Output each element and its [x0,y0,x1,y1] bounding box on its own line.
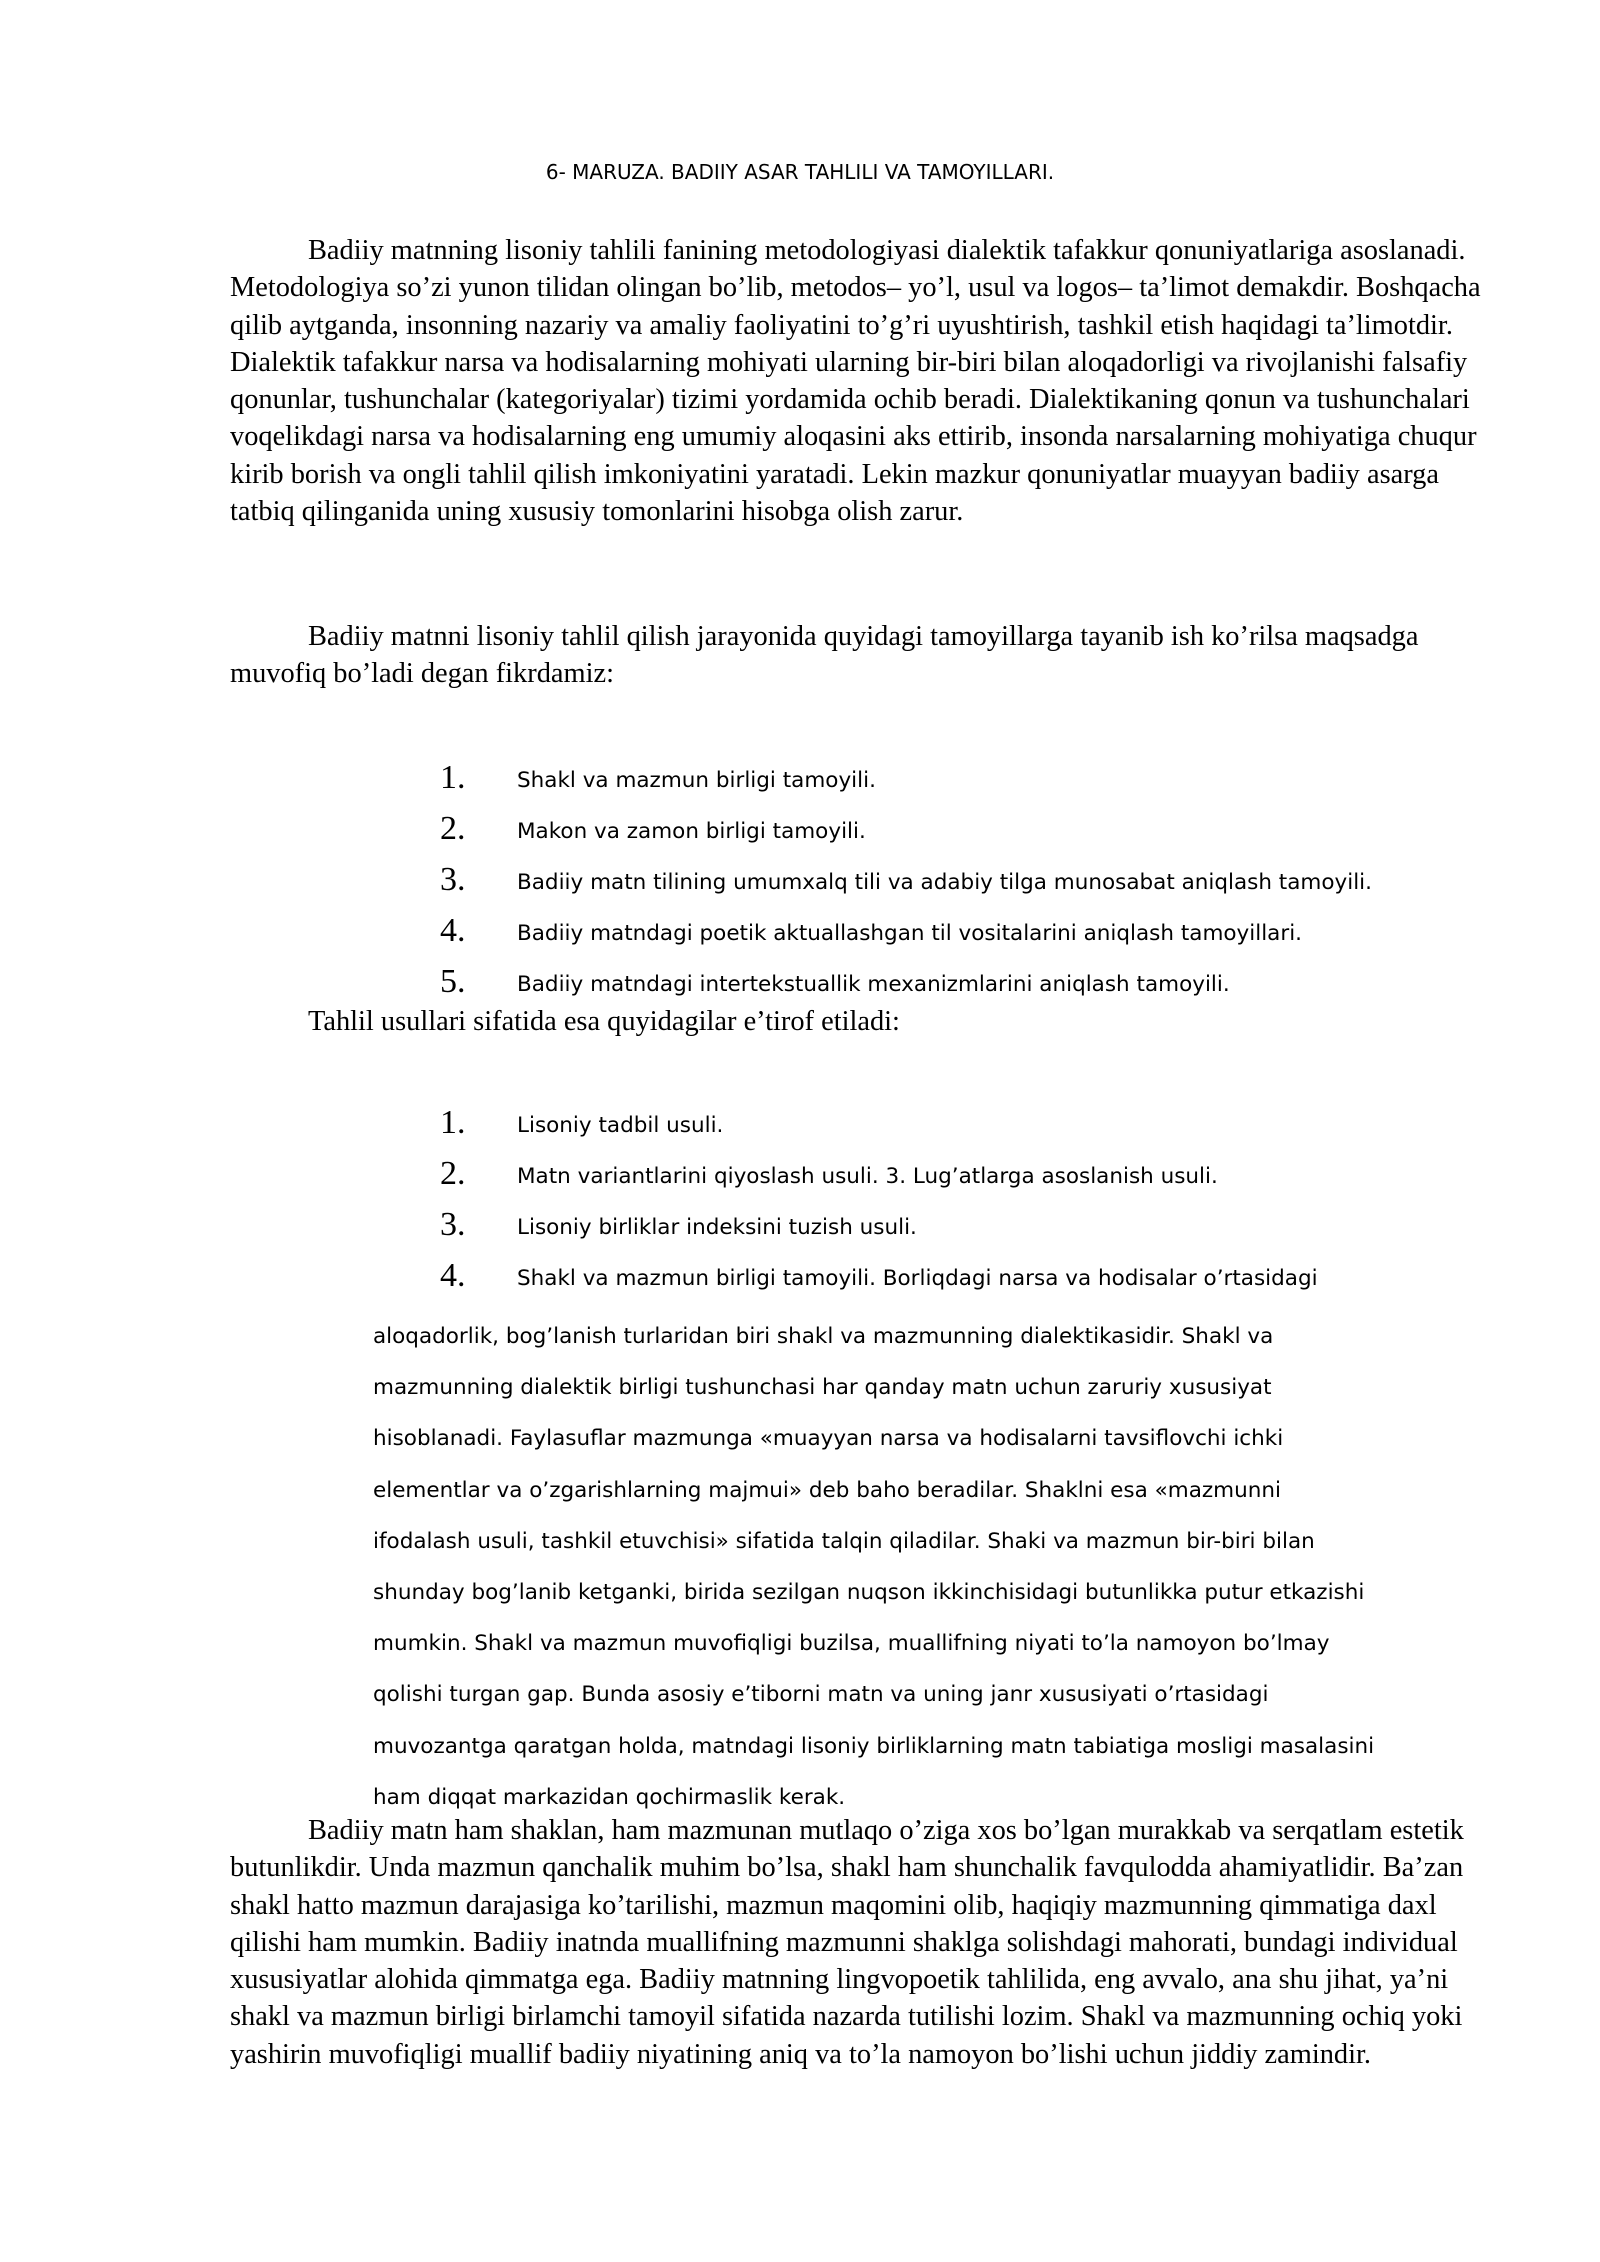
list-item [440,1101,1540,1152]
text-line: shunday bog’lanib ketganki, birida sezilgan nuqson ikkinchisidagi butunlikka putur etkazishi [373,1580,1365,1606]
text-line: elementlar va o’zgarishlarning majmui» deb baho beradilar. Shaklni esa «mazmunni [373,1477,1281,1503]
methods-intro: Tahlil usullari sifatida esa quyidagilar e’tirof etiladi: [308,1006,900,1037]
paragraph-text: Badiiy matn ham shaklan, ham mazmunan mutlaqo o’ziga xos bo’lgan murakkab va serqatlam estetik butunlikdir. Unda mazmun qanchalik muhim bo’lsa, shakl ham shunchalik favqulodda ahamiyatlidir. Ba’zan shakl hatto mazmun darajasiga ko’tarilishi, mazmun maqomini olib, haqiqiy mazmunning qimmatiga daxl qilishi ham mumkin. Badiiy inatnda muallifning mazmunni shaklga solishdagi mahorati, bundagi individual xususiyatlar alohida qimmatga ega. Badiiy matnning lingvopoetik tahlilida, eng avvalo, ana shu jihat, ya’ni shakl va mazmun birligi birlamchi tamoyil sifatida nazarda tutilishi lozim. Shakl va mazmunning ochiq yoki yashirin muvofiqligi muallif badiiy niyatining aniq va to’la namoyon bo’lishi uchun jiddiy zamindir. [230,1815,1464,2070]
list-number: 2. [440,1155,466,1192]
text-line: qolishi turgan gap. Bunda asosiy e’tiborni matn va uning janr xususiyati o’rtasidagi [373,1682,1269,1708]
list-item [440,909,1540,960]
list-number: 5. [440,963,466,1000]
list-item-text: Matn variantlarini qiyoslash usuli. 3. Lug’atlarga asoslanish usuli. [517,1164,1218,1189]
list-item-text: Lisoniy birliklar indeksini tuzish usuli. [517,1215,917,1240]
text-line: ham diqqat markazidan qochirmaslik kerak. [373,1784,846,1810]
list-item [440,756,1540,807]
text-line: muvozantga qaratgan holda, matndagi lisoniy birliklarning matn tabiatiga mosligi masalasini [373,1733,1375,1759]
list-item-text: Badiiy matn tilining umumxalq tili va adabiy tilga munosabat aniqlash tamoyili. [517,870,1372,895]
item-4-continuation [373,1311,1513,1823]
list-item-4 [440,1254,1540,1314]
list-item [440,858,1540,909]
text-line: aloqadorlik, bog’lanish turlaridan biri shakl va mazmunning dialektikasidir. Shakl va [373,1324,1274,1349]
list-item [440,1152,1540,1203]
list-number: 3. [440,1206,466,1243]
list-item-text: Badiiy matndagi intertekstuallik mexanizmlarini aniqlash tamoyili. [517,972,1230,997]
list-number: 4. [440,1257,466,1294]
list-item [440,807,1540,858]
page-title: 6- MARUZA. BADIIY ASAR TAHLILI VA TAMOYILLARI. [545,160,1055,184]
list-number: 2. [440,810,466,847]
methods-list [440,1101,1540,1254]
list-item-text: Lisoniy tadbil usuli. [517,1113,724,1138]
principles-list [440,756,1540,1011]
paragraph-methodology [230,232,1500,530]
paragraph-text: Badiiy matnni lisoniy tahlil qilish jarayonida quyidagi tamoyillarga tayanib ish ko’rilsa maqsadga muvofiq bo’ladi degan fikrdamiz: [230,621,1419,690]
list-item-text: Shakl va mazmun birligi tamoyili. Borliqdagi narsa va hodisalar o’rtasidagi [517,1266,1318,1291]
list-number: 3. [440,861,466,898]
list-item-text: Makon va zamon birligi tamoyili. [517,819,866,844]
list-number: 4. [440,912,466,949]
paragraph-form-content [230,1812,1500,2073]
text-line: mazmunning dialektik birligi tushunchasi har qanday matn uchun zaruriy xususiyat [373,1375,1272,1401]
list-item-text: Badiiy matndagi poetik aktuallashgan til vositalarini aniqlash tamoyillari. [517,921,1303,946]
list-number: 1. [440,1104,466,1141]
list-item [440,1203,1540,1254]
text-line: ifodalash usuli, tashkil etuvchisi» sifatida talqin qiladilar. Shaki va mazmun bir-biri bilan [373,1528,1315,1554]
list-number: 1. [440,759,466,796]
text-line: mumkin. Shakl va mazmun muvofiqligi buzilsa, muallifning niyati to’la namoyon bo’lmay [373,1631,1330,1657]
list-item-text: Shakl va mazmun birligi tamoyili. [517,768,876,793]
paragraph-text: Badiiy matnning lisoniy tahlili fanining metodologiyasi dialektik tafakkur qonuniyatlariga asoslanadi. Metodologiya so’zi yunon tilidan olingan bo’lib, metodos– yo’l, usul va logos– ta’limot demakdir. Boshqacha qilib aytganda, insonning nazariy va amaliy faoliyatini to’g’ri uyushtirish, tashkil etish haqidagi ta’limotdir. Dialektik tafakkur narsa va hodisalarning mohiyati ularning bir-biri bilan aloqadorligi va rivojlanishi falsafiy qonunlar, tushunchalar (kategoriyalar) tizimi yordamida ochib beradi. Dialektikaning qonun va tushunchalari voqelikdagi narsa va hodisalarning eng umumiy aloqasini aks ettirib, insonda narsalarning mohiyatiga chuqur kirib borish va ongli tahlil qilish imkoniyatini yaratadi. Lekin mazkur qonuniyatlar muayyan badiiy asarga tatbiq qilinganida uning xususiy tomonlarini hisobga olish zarur. [230,235,1481,528]
paragraph-principles-intro [230,618,1500,693]
text-line: hisoblanadi. Faylasuflar mazmunga «muayyan narsa va hodisalarni tavsiflovchi ichki [373,1426,1284,1452]
